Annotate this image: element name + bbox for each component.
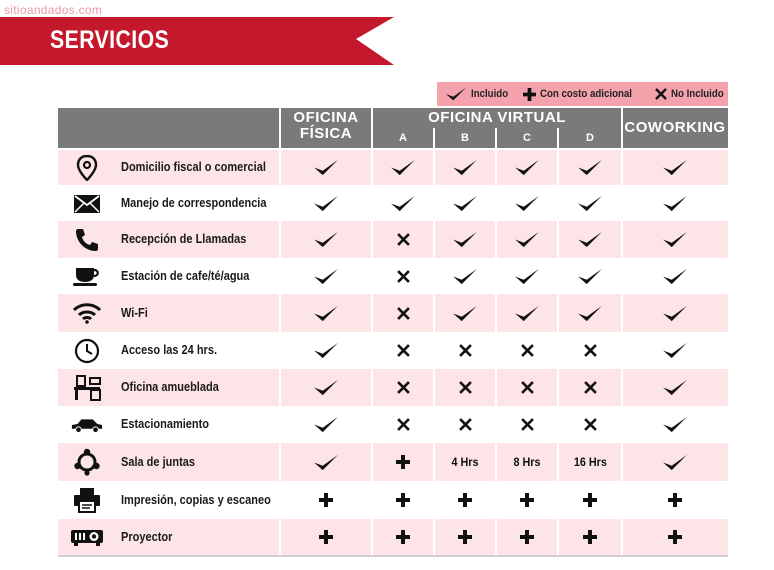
cell-plan-d bbox=[558, 186, 622, 221]
table-row bbox=[58, 369, 728, 406]
cell-plan-c bbox=[496, 294, 558, 332]
cell-coworking bbox=[622, 186, 728, 221]
car-icon bbox=[70, 406, 104, 443]
cell-plan-a bbox=[372, 443, 434, 481]
x-icon bbox=[521, 381, 534, 394]
cell-coworking bbox=[622, 369, 728, 406]
table-row bbox=[58, 221, 728, 258]
check-icon bbox=[390, 194, 416, 213]
service-label: Estación de cafe/té/agua bbox=[121, 269, 250, 283]
check-icon bbox=[662, 267, 688, 286]
check-icon bbox=[445, 86, 467, 102]
column-divider bbox=[621, 108, 623, 555]
printer-icon bbox=[70, 481, 104, 519]
check-icon bbox=[577, 158, 603, 177]
service-label: Impresión, copias y escaneo bbox=[121, 493, 271, 507]
plus-icon bbox=[523, 88, 536, 101]
service-label: Sala de juntas bbox=[121, 455, 195, 469]
x-icon bbox=[397, 381, 410, 394]
cell-plan-b bbox=[434, 221, 496, 258]
cell-plan-b bbox=[434, 369, 496, 406]
cell-plan-a bbox=[372, 150, 434, 185]
legend-not-included-label: No Incluido bbox=[670, 88, 724, 100]
legend bbox=[437, 82, 728, 106]
service-label: Estacionamiento bbox=[121, 417, 210, 431]
cell-coworking bbox=[622, 406, 728, 443]
plus-icon bbox=[520, 493, 534, 507]
check-icon bbox=[662, 415, 688, 434]
cell-plan-b bbox=[434, 519, 496, 555]
table-row bbox=[58, 443, 728, 481]
check-icon bbox=[313, 158, 339, 177]
cell-plan-d bbox=[558, 294, 622, 332]
service-label: Recepción de Llamadas bbox=[121, 232, 247, 246]
check-icon bbox=[577, 267, 603, 286]
plus-icon bbox=[319, 493, 333, 507]
cell-plan-d bbox=[558, 443, 622, 481]
x-icon bbox=[397, 418, 410, 431]
service-label: Acceso las 24 hrs. bbox=[121, 343, 218, 357]
column-divider bbox=[495, 128, 497, 555]
table-row bbox=[58, 519, 728, 555]
header-plan-d: D bbox=[586, 132, 594, 144]
plus-icon bbox=[396, 455, 410, 469]
cell-coworking bbox=[622, 221, 728, 258]
cell-oficina-fisica bbox=[280, 369, 372, 406]
table-row bbox=[58, 294, 728, 332]
cell-plan-d bbox=[558, 406, 622, 443]
check-icon bbox=[662, 158, 688, 177]
projector-icon bbox=[70, 519, 104, 555]
check-icon bbox=[313, 230, 339, 249]
check-icon bbox=[662, 341, 688, 360]
plus-icon bbox=[668, 493, 682, 507]
x-icon bbox=[584, 344, 597, 357]
check-icon bbox=[390, 158, 416, 177]
cell-oficina-fisica bbox=[280, 332, 372, 369]
envelope-icon bbox=[70, 186, 104, 221]
legend-included bbox=[445, 86, 513, 102]
check-icon bbox=[577, 230, 603, 249]
plus-icon bbox=[583, 530, 597, 544]
cell-coworking bbox=[622, 258, 728, 294]
cell-plan-a bbox=[372, 258, 434, 294]
x-icon bbox=[584, 381, 597, 394]
check-icon bbox=[514, 158, 540, 177]
check-icon bbox=[452, 267, 478, 286]
location-pin-icon bbox=[70, 150, 104, 185]
page-title: SERVICIOS bbox=[50, 26, 170, 54]
check-icon bbox=[662, 194, 688, 213]
cell-oficina-fisica bbox=[280, 150, 372, 185]
cell-plan-b bbox=[434, 258, 496, 294]
cell-plan-b bbox=[434, 186, 496, 221]
plus-icon bbox=[396, 493, 410, 507]
cell-plan-a bbox=[372, 406, 434, 443]
column-divider bbox=[279, 108, 281, 555]
x-icon bbox=[397, 270, 410, 283]
check-icon bbox=[313, 415, 339, 434]
check-icon bbox=[577, 194, 603, 213]
cell-oficina-fisica bbox=[280, 294, 372, 332]
hours-value: 8 Hrs bbox=[513, 455, 541, 469]
cell-plan-c bbox=[496, 221, 558, 258]
check-icon bbox=[662, 230, 688, 249]
cell-plan-a bbox=[372, 369, 434, 406]
table-bottom-divider bbox=[58, 555, 728, 557]
phone-icon bbox=[70, 221, 104, 258]
check-icon bbox=[313, 194, 339, 213]
x-icon bbox=[655, 88, 667, 100]
service-label: Oficina amueblada bbox=[121, 380, 219, 394]
cell-oficina-fisica bbox=[280, 443, 372, 481]
x-icon bbox=[459, 418, 472, 431]
x-icon bbox=[397, 344, 410, 357]
check-icon bbox=[662, 304, 688, 323]
service-label: Manejo de correspondencia bbox=[121, 196, 267, 210]
legend-included-label: Incluido bbox=[471, 88, 509, 100]
cell-plan-a bbox=[372, 481, 434, 519]
cell-coworking bbox=[622, 443, 728, 481]
cell-plan-b bbox=[434, 481, 496, 519]
legend-extra-cost-label: Con costo adicional bbox=[540, 88, 633, 100]
header-plan-c: C bbox=[523, 132, 531, 144]
cell-plan-b bbox=[434, 406, 496, 443]
plus-icon bbox=[583, 493, 597, 507]
check-icon bbox=[313, 453, 339, 472]
check-icon bbox=[313, 267, 339, 286]
cell-plan-a bbox=[372, 332, 434, 369]
table-row bbox=[58, 481, 728, 519]
x-icon bbox=[397, 233, 410, 246]
cell-plan-d bbox=[558, 519, 622, 555]
column-divider bbox=[371, 108, 373, 555]
cell-oficina-fisica bbox=[280, 221, 372, 258]
cell-oficina-fisica bbox=[280, 406, 372, 443]
cell-plan-d bbox=[558, 332, 622, 369]
cell-oficina-fisica bbox=[280, 519, 372, 555]
x-icon bbox=[521, 344, 534, 357]
header-plan-a: A bbox=[399, 132, 407, 144]
cell-plan-d bbox=[558, 150, 622, 185]
x-icon bbox=[397, 307, 410, 320]
cell-plan-b bbox=[434, 443, 496, 481]
service-label: Proyector bbox=[121, 530, 173, 544]
column-divider bbox=[433, 128, 435, 555]
cell-plan-c bbox=[496, 481, 558, 519]
header-oficina-fisica bbox=[280, 110, 372, 142]
cell-oficina-fisica bbox=[280, 258, 372, 294]
cell-plan-d bbox=[558, 481, 622, 519]
check-icon bbox=[514, 230, 540, 249]
table-row bbox=[58, 258, 728, 294]
cell-coworking bbox=[622, 481, 728, 519]
cell-plan-a bbox=[372, 221, 434, 258]
cell-plan-c bbox=[496, 332, 558, 369]
cell-plan-d bbox=[558, 258, 622, 294]
service-label: Domicilio fiscal o comercial bbox=[121, 160, 266, 174]
cell-oficina-fisica bbox=[280, 481, 372, 519]
check-icon bbox=[313, 341, 339, 360]
check-icon bbox=[452, 230, 478, 249]
cell-plan-c bbox=[496, 443, 558, 481]
cell-plan-c bbox=[496, 186, 558, 221]
check-icon bbox=[514, 267, 540, 286]
desk-icon bbox=[70, 369, 104, 406]
check-icon bbox=[452, 158, 478, 177]
cell-plan-b bbox=[434, 332, 496, 369]
plus-icon bbox=[668, 530, 682, 544]
plus-icon bbox=[319, 530, 333, 544]
header-plan-b: B bbox=[461, 132, 469, 144]
cell-plan-a bbox=[372, 186, 434, 221]
check-icon bbox=[452, 194, 478, 213]
cell-plan-b bbox=[434, 294, 496, 332]
cell-coworking bbox=[622, 519, 728, 555]
table-row bbox=[58, 150, 728, 185]
x-icon bbox=[521, 418, 534, 431]
plus-icon bbox=[396, 530, 410, 544]
cell-plan-d bbox=[558, 221, 622, 258]
cell-plan-b bbox=[434, 150, 496, 185]
cell-plan-a bbox=[372, 294, 434, 332]
clock-icon bbox=[70, 332, 104, 369]
header-oficina-fisica-line2: FÍSICA bbox=[299, 125, 353, 142]
table-row bbox=[58, 186, 728, 221]
coffee-cup-icon bbox=[70, 258, 104, 294]
cell-plan-c bbox=[496, 519, 558, 555]
plus-icon bbox=[520, 530, 534, 544]
check-icon bbox=[313, 304, 339, 323]
legend-extra-cost bbox=[523, 88, 645, 101]
table-row bbox=[58, 406, 728, 443]
service-label: Wi-Fi bbox=[121, 306, 148, 320]
cell-oficina-fisica bbox=[280, 186, 372, 221]
check-icon bbox=[313, 378, 339, 397]
cell-coworking bbox=[622, 150, 728, 185]
wifi-icon bbox=[70, 294, 104, 332]
cell-plan-c bbox=[496, 406, 558, 443]
cell-coworking bbox=[622, 332, 728, 369]
table-row bbox=[58, 332, 728, 369]
check-icon bbox=[662, 453, 688, 472]
header-oficina-virtual: OFICINA VIRTUAL bbox=[428, 109, 566, 126]
hours-value: 16 Hrs bbox=[573, 455, 607, 469]
plus-icon bbox=[458, 493, 472, 507]
hours-value: 4 Hrs bbox=[451, 455, 479, 469]
check-icon bbox=[577, 304, 603, 323]
check-icon bbox=[662, 378, 688, 397]
check-icon bbox=[514, 194, 540, 213]
cell-plan-c bbox=[496, 369, 558, 406]
cell-coworking bbox=[622, 294, 728, 332]
column-divider bbox=[557, 128, 559, 555]
x-icon bbox=[584, 418, 597, 431]
x-icon bbox=[459, 344, 472, 357]
cell-plan-c bbox=[496, 150, 558, 185]
legend-not-included bbox=[655, 88, 731, 100]
plus-icon bbox=[458, 530, 472, 544]
header-coworking: COWORKING bbox=[624, 119, 726, 136]
meeting-room-icon bbox=[70, 443, 104, 481]
check-icon bbox=[514, 304, 540, 323]
cell-plan-d bbox=[558, 369, 622, 406]
site-url-text: sitioandados.com bbox=[4, 3, 103, 17]
header-oficina-fisica-line1: OFICINA bbox=[293, 109, 359, 126]
cell-plan-c bbox=[496, 258, 558, 294]
cell-plan-a bbox=[372, 519, 434, 555]
check-icon bbox=[452, 304, 478, 323]
x-icon bbox=[459, 381, 472, 394]
